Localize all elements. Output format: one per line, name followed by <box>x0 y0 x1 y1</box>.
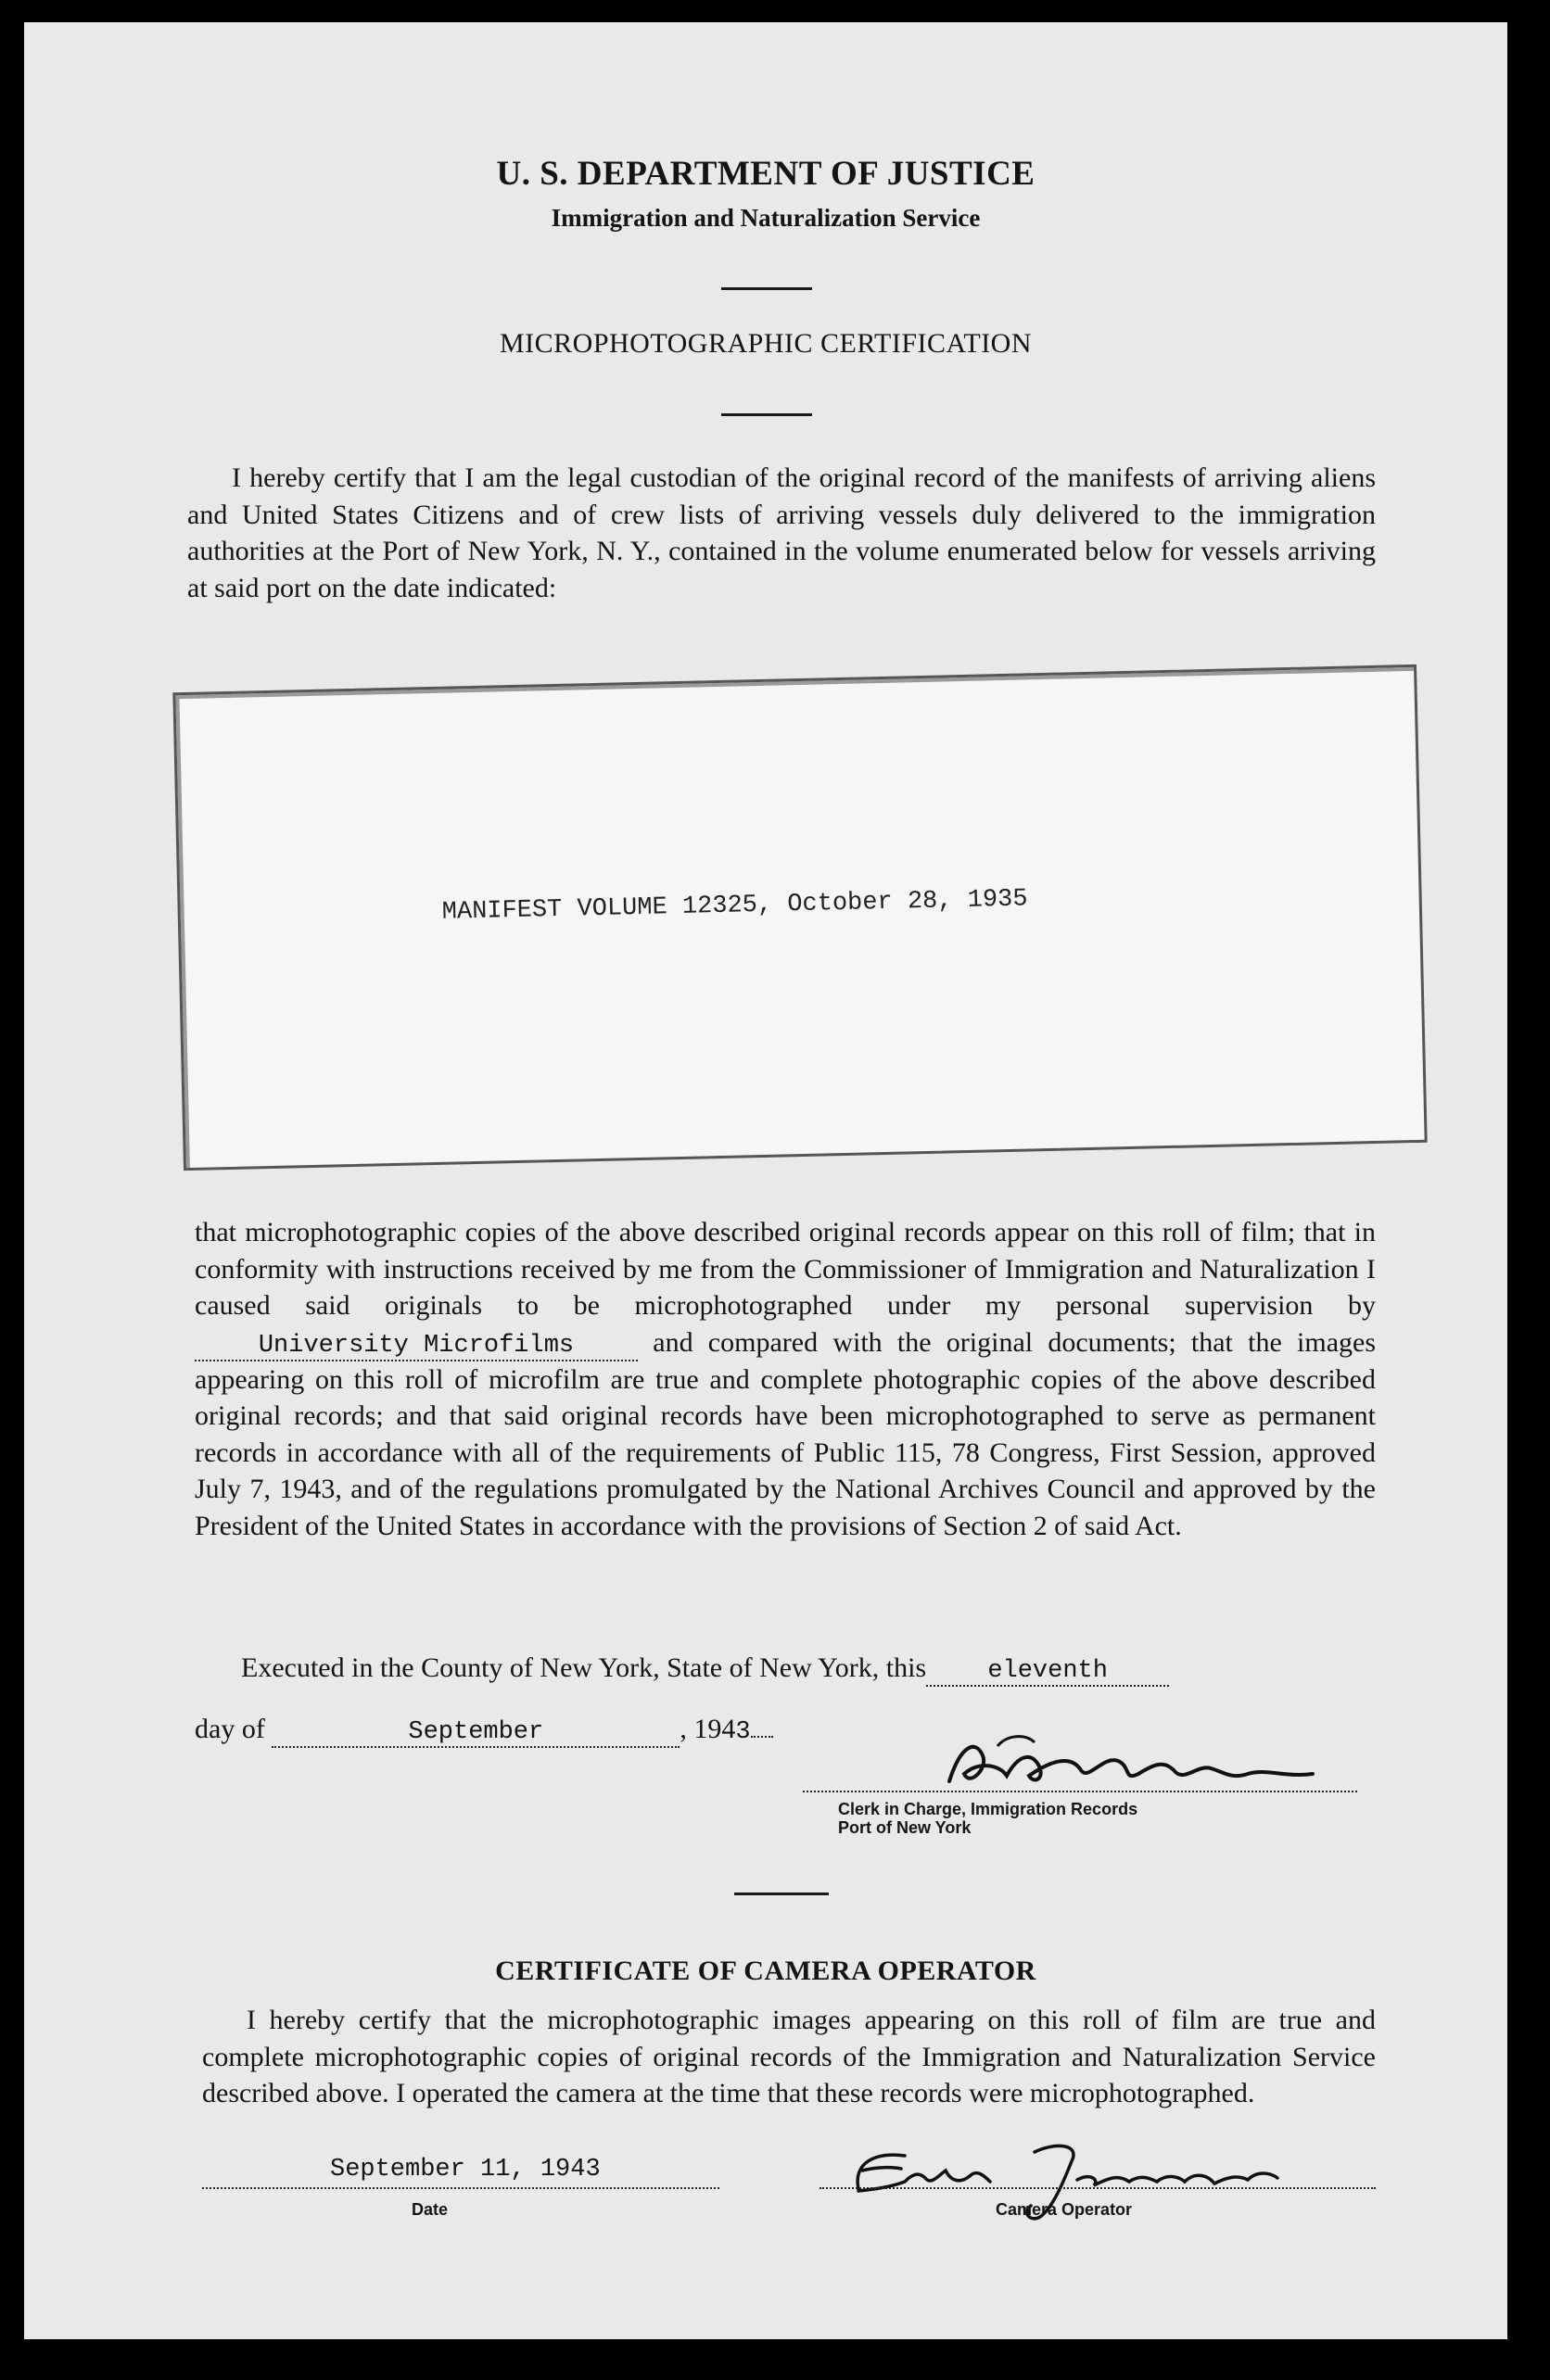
executed-text: Executed in the County of New York, State of New York, this <box>241 1652 927 1683</box>
divider-rule <box>734 1893 829 1895</box>
document-title: MICROPHOTOGRAPHIC CERTIFICATION <box>499 328 1033 359</box>
date-line <box>202 2185 719 2189</box>
body-paragraph <box>195 1214 1376 1544</box>
manifest-volume-text: MANIFEST VOLUME 12325, October 28, 1935 <box>441 885 1028 927</box>
body-text-start: that microphotographic copies of the above described original records appear on this roll of film; that in conformity with instructions received by me from the Commissioner of Immigration and Naturalization I caused said originals to be microphotographed under my personal supervision by <box>195 1217 1376 1321</box>
camera-operator-title: CERTIFICATE OF CAMERA OPERATOR <box>495 1956 1036 1986</box>
year-prefix: , 194 <box>680 1714 736 1744</box>
year-dots <box>751 1736 773 1738</box>
certificate-page <box>24 22 1507 2339</box>
department-heading: U. S. DEPARTMENT OF JUSTICE <box>496 155 1035 193</box>
camera-paragraph: I hereby certify that the microphotographic images appearing on this roll of film are true and complete microphotographic copies of original records of the Immigration and Naturalization Service described above. I operated the camera at the time that these records were microphotographed. <box>202 2005 1376 2108</box>
month-field: September <box>272 1718 680 1748</box>
year-digit: 3 <box>735 1718 751 1746</box>
day-of-label: day of <box>195 1714 265 1744</box>
clerk-signature <box>942 1728 1331 1802</box>
manifest-label-box <box>172 665 1427 1171</box>
clerk-caption: Clerk in Charge, Immigration Records Port of New York <box>838 1800 1138 1837</box>
filmed-by-field: University Microfilms <box>195 1332 638 1361</box>
operator-label: Camera Operator <box>996 2200 1133 2219</box>
executed-line <box>241 1650 1381 1687</box>
date-label: Date <box>412 2200 449 2219</box>
day-of-line <box>195 1711 1029 1752</box>
divider-rule <box>721 287 812 290</box>
intro-paragraph: I hereby certify that I am the legal custodian of the original record of the manifests of arriving aliens and United States Citizens and of crew lists of arriving vessels duly delivered to the immigration authorities at the Port of New York, N. Y., contained in the volume enumerated below for vessels arriving at said port on the date indicated: <box>187 462 1376 603</box>
operator-signature-line <box>819 2185 1376 2189</box>
day-field: eleventh <box>926 1657 1169 1687</box>
service-subheading: Immigration and Naturalization Service <box>551 204 981 232</box>
body-text-end: and compared with the original documents; that the images appearing on this roll of microfilm are true and complete photographic copies of the above described original records; and that said original records have been microphotographed to serve as permanent records in accordance with all of the requirements of Public 115, 78 Congress, First Session, approved July 7, 1943, and of the regulations promulgated by the National Archives Council and approved by the President of the United States in accordance with the provisions of Section 2 of said Act. <box>195 1326 1376 1541</box>
camera-date-value: September 11, 1943 <box>330 2156 601 2184</box>
divider-rule <box>721 413 812 416</box>
